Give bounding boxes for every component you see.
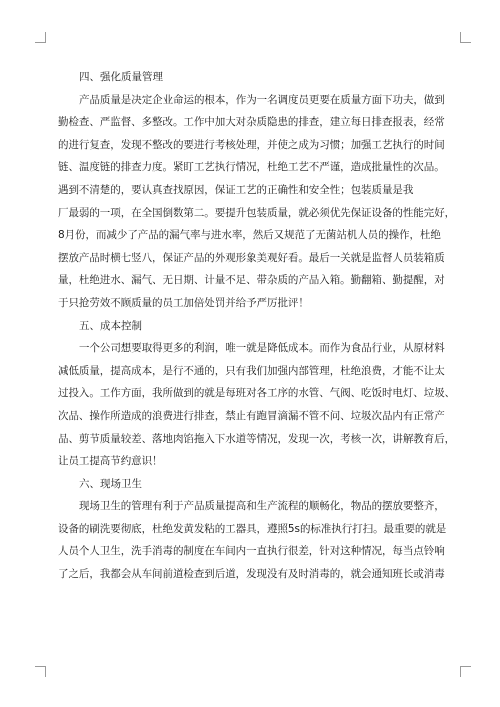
paragraph-line: 勤检查、严监督、多整改。工作中加大对杂质隐患的排查，建立每日排查报表，经常 <box>58 116 445 129</box>
crop-mark-top-left <box>35 32 46 43</box>
section-heading-hygiene: 六、现场卫生 <box>79 477 142 490</box>
paragraph-line: 减低质量，提高成本，是行不通的，只有我们加强内部管理，杜绝浪费，才能不让太 <box>58 364 445 377</box>
crop-mark-bottom-right <box>460 666 471 677</box>
paragraph-line: 遇到不清楚的，要认真查找原因，保证工艺的正确性和安全性；包装质量是我 <box>58 183 414 196</box>
paragraph-line: 一个公司想要取得更多的利润，唯一就是降低成本。而作为食品行业，从原材料 <box>79 342 445 355</box>
paragraph-line: 了之后，我都会从车间前道检查到后道，发现没有及时消毒的，就会通知班长或消毒 <box>58 568 445 581</box>
document-body <box>58 66 456 586</box>
paragraph-line: 品、剪节质量较差、落地肉馅拖入下水道等情况，发现一次，考核一次，讲解教育后， <box>58 432 456 445</box>
paragraph-cost <box>58 337 456 473</box>
paragraph-line: 产品质量是决定企业命运的根本，作为一名调度员更要在质量方面下功夫，做到 <box>79 93 445 106</box>
paragraph-line: 的进行复查，发现不整改的要进行考核处理，并使之成为习惯；加强工艺执行的时间 <box>58 138 445 151</box>
paragraph-line: 人员个人卫生，洗手消毒的制度在车间内一直执行很差，针对这种情况，每当点铃响 <box>58 545 445 558</box>
paragraph-line: 量，杜绝进水、漏气、无日期、计量不足、带杂质的产品入箱。勤翻箱、勤提醒，对 <box>58 274 445 287</box>
paragraph-line: 过投入。工作方面，我所做到的就是每班对各工序的水管、气阀、吃饭时电灯、垃圾、 <box>58 387 456 400</box>
section-heading-quality: 四、强化质量管理 <box>79 71 163 83</box>
paragraph-line: 于只抢劳效不顾质量的员工加倍处罚并给予严厉批评！ <box>58 296 309 309</box>
crop-mark-top-right <box>460 32 471 43</box>
paragraph-line: 设备的刷洗要彻底，杜绝发黄发粘的工器具，遵照5s的标准执行打扫。最重要的就是 <box>58 522 447 535</box>
paragraph-line: 链、温度链的排查力度。紧盯工艺执行情况，杜绝工艺不严谨，造成批量性的次品。 <box>58 161 445 174</box>
crop-mark-bottom-left <box>35 666 46 677</box>
paragraph-hygiene <box>58 495 447 585</box>
paragraph-line: 厂最弱的一项，在全国倒数第二。要提升包装质量，就必须优先保证设备的性能完好， <box>58 206 456 219</box>
paragraph-line: 现场卫生的管理有利于产品质量提高和生产流程的顺畅化，物品的摆放要整齐， <box>79 500 445 513</box>
paragraph-line: 次品、操作所造成的浪费进行排查，禁止有跑冒滴漏不管不问、垃圾次品内有正常产 <box>58 409 445 422</box>
paragraph-line: 摆放产品时横七竖八，保证产品的外观形象美观好看。最后一关就是监督人员装箱质 <box>58 251 445 264</box>
paragraph-line: 8月份，而减少了产品的漏气率与进水率，然后又规范了无菌站机人员的操作，杜绝 <box>58 229 441 242</box>
section-heading-cost: 五、成本控制 <box>79 319 142 332</box>
paragraph-quality <box>58 89 456 315</box>
paragraph-line: 让员工提高节约意识！ <box>58 455 163 468</box>
